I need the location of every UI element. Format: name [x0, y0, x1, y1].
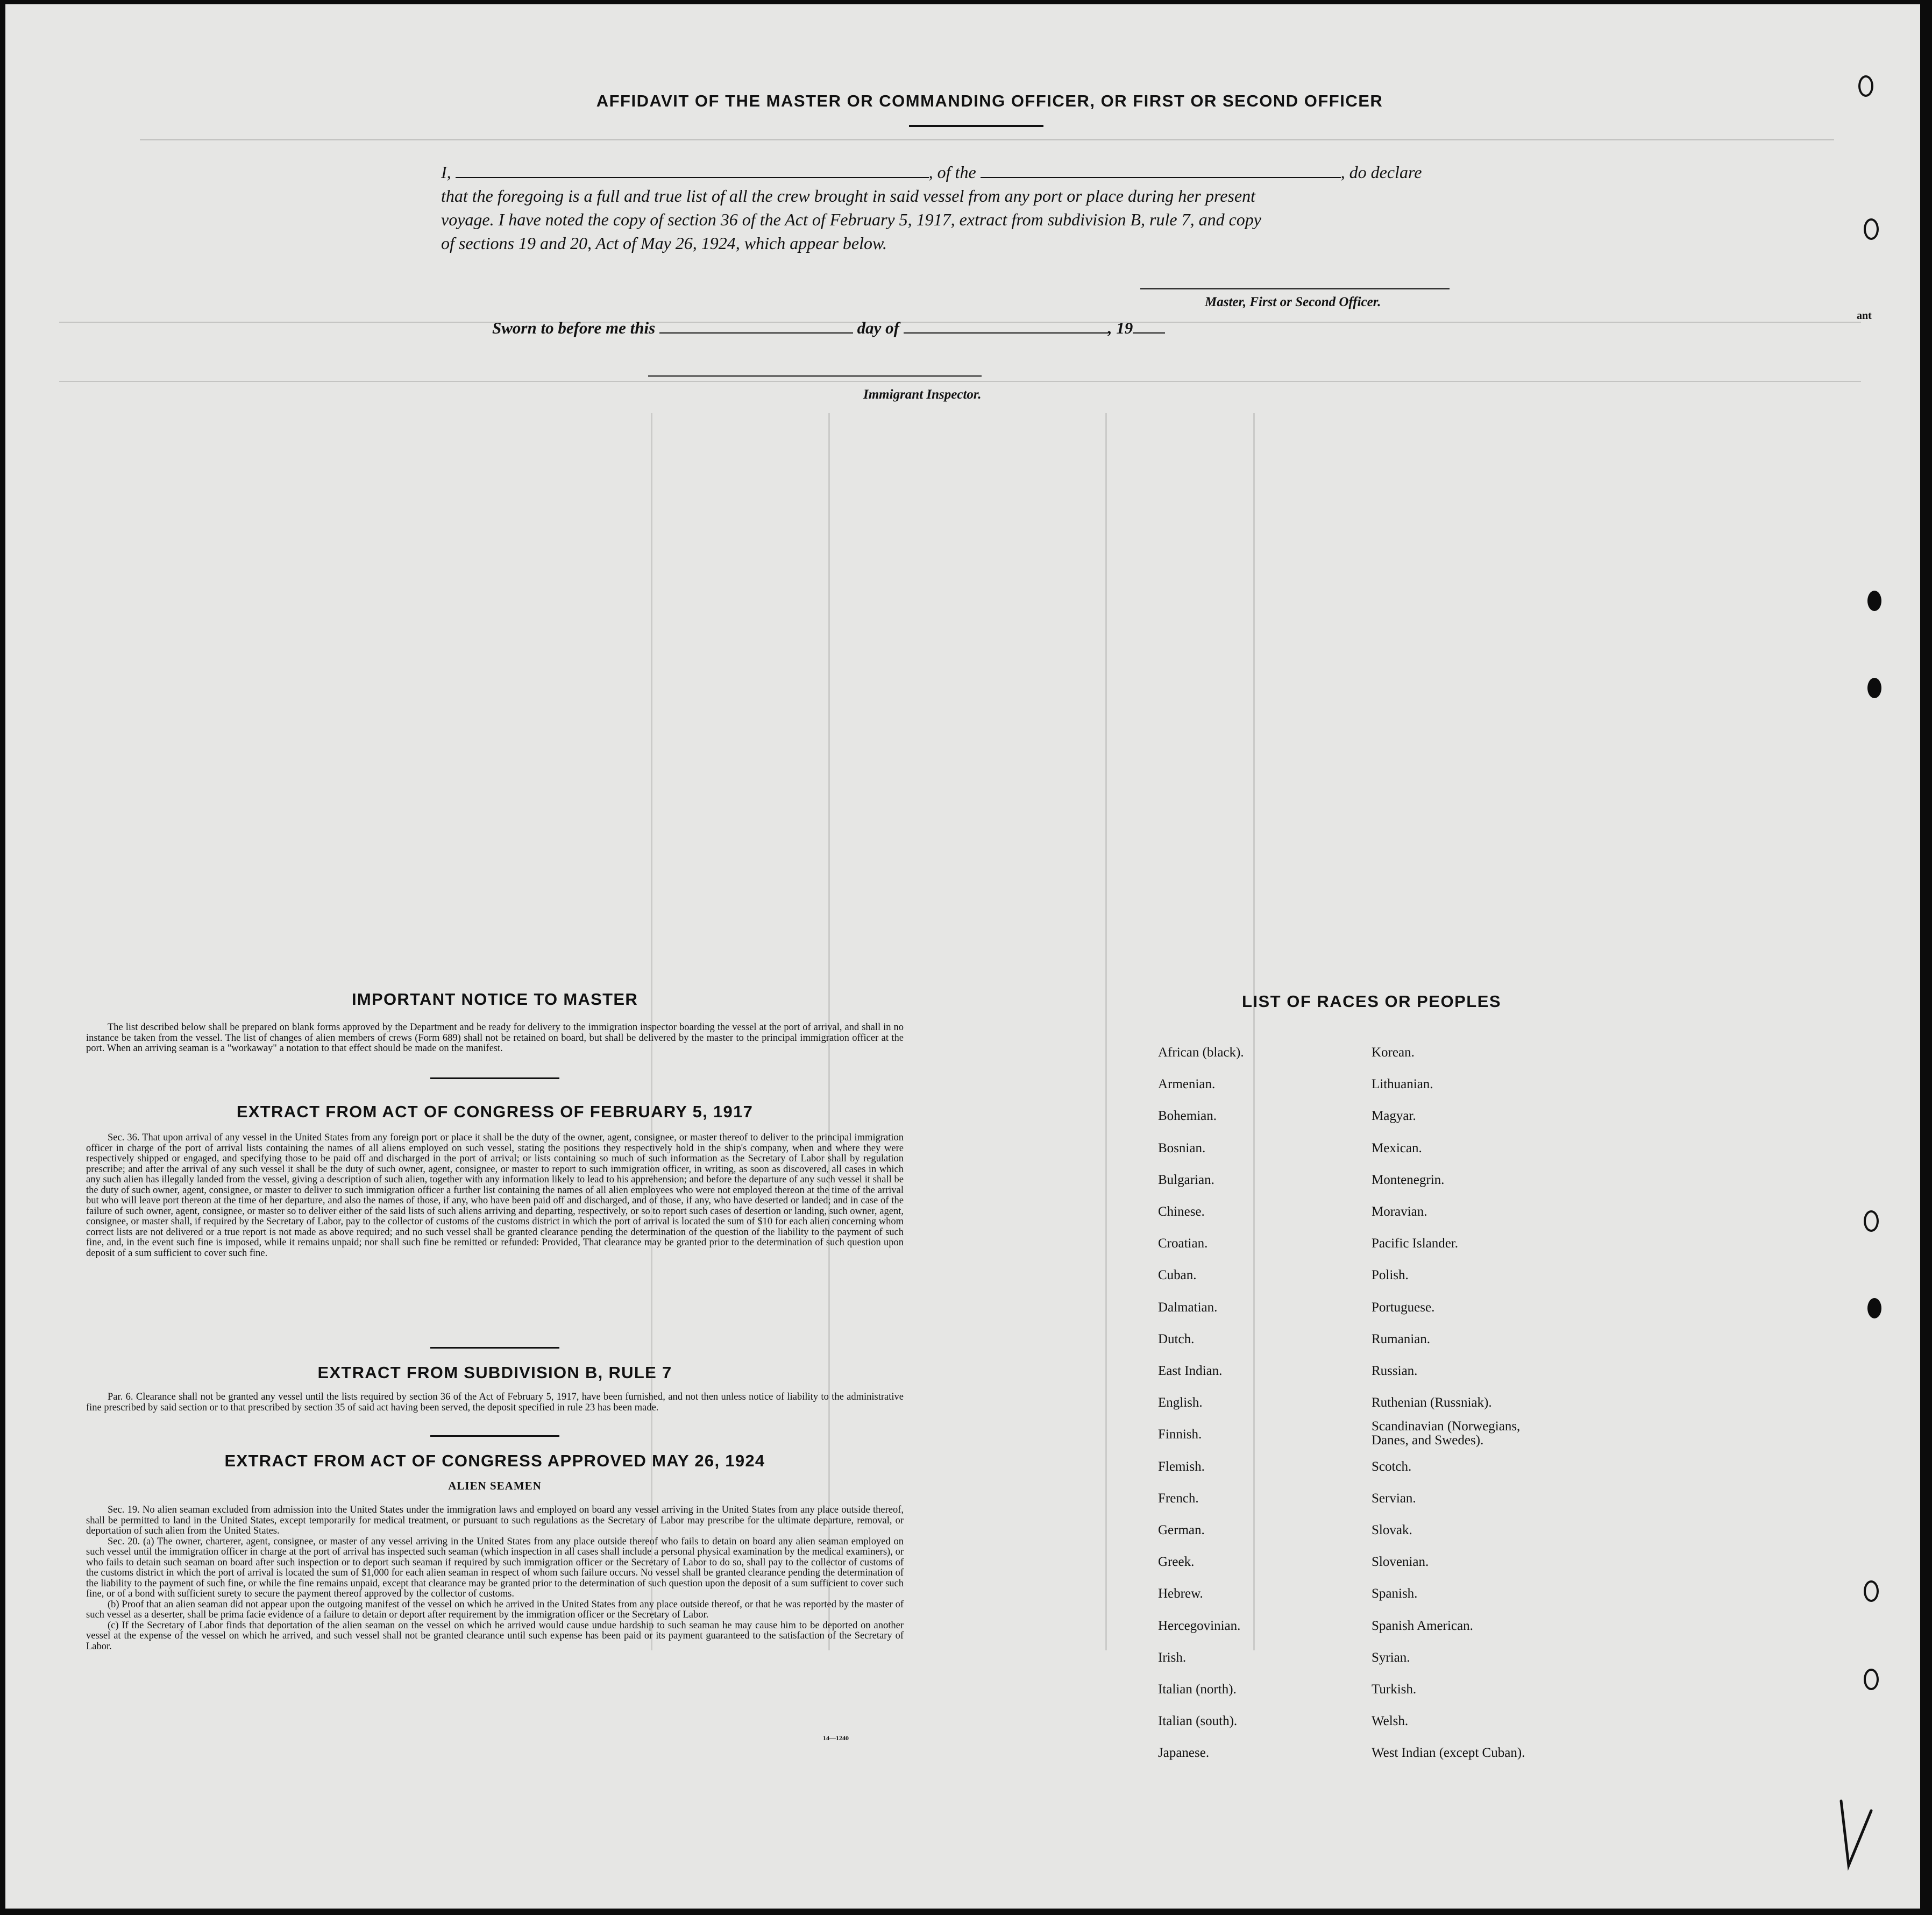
- notice-title: IMPORTANT NOTICE TO MASTER: [351, 990, 638, 1009]
- punch-hole: [1864, 1669, 1879, 1690]
- race-list-item: Japanese.: [1158, 1746, 1210, 1761]
- race-list-item: Croatian.: [1158, 1236, 1208, 1251]
- sworn-day-blank: [659, 316, 853, 334]
- punch-hole: [1864, 1580, 1879, 1602]
- races-left-column: [1158, 1045, 1362, 1761]
- rule-7-text: Par. 6. Clearance shall not be granted any vessel until the lists required by section 36 of the Act of February 5, 1917, have been furnished, and not then unless notice of liability to the administrative fine prescribed by said section or to that prescribed by section 35 of said act having been served, the deposit specified in rule 23 has been made.: [86, 1392, 904, 1413]
- affidavit-of-the-label: , of the: [928, 162, 976, 182]
- race-list-item: English.: [1158, 1395, 1203, 1410]
- notice-text: The list described below shall be prepared on blank forms approved by the Department and be ready for delivery to the immigration inspector boarding the vessel at the port of arrival, and shall in no instance be taken from the vessel. The list of changes of alien members of crews (Form 689) shall not be retained on board, but shall be delivered by the master to the principal immigration officer at the port. When an arriving seaman is a "workaway" a notation to that effect should be made on the manifest.: [86, 1022, 904, 1054]
- race-list-item: Flemish.: [1158, 1459, 1205, 1474]
- race-list-item: Slovenian.: [1372, 1555, 1429, 1570]
- race-list-item: Portuguese.: [1372, 1300, 1435, 1315]
- extract-1924-text-block: [86, 1505, 904, 1652]
- master-signature-line: [1140, 288, 1450, 289]
- race-list-item: African (black).: [1158, 1045, 1244, 1060]
- race-list-item: Rumanian.: [1372, 1331, 1431, 1346]
- race-list-item: Bohemian.: [1158, 1109, 1217, 1124]
- race-list-item: Dutch.: [1158, 1331, 1195, 1346]
- race-list-item: Turkish.: [1372, 1682, 1417, 1697]
- race-list-item: Spanish American.: [1372, 1618, 1473, 1633]
- punch-hole: [1858, 75, 1873, 97]
- form-number: 14—1240: [823, 1734, 849, 1742]
- margin-mark: ant: [1857, 310, 1872, 322]
- section-20b-text: (b) Proof that an alien seaman did not appear upon the outgoing manifest of the vessel on which he arrived in the United States from any place outside thereof, or that he was reported by the master of such vessel as a deserter, shall be prima facie evidence of a failure to detain or deport after requirement by the immigration officer or the Secretary of Labor.: [86, 1599, 904, 1620]
- year-prefix-label: , 19: [1107, 318, 1133, 337]
- race-list-item: Italian (south).: [1158, 1714, 1238, 1729]
- race-list-item: Armenian.: [1158, 1077, 1216, 1092]
- race-list-item: Syrian.: [1372, 1650, 1410, 1665]
- sworn-label: Sworn to before me this: [492, 318, 656, 337]
- master-signature-label: Master, First or Second Officer.: [1205, 295, 1381, 309]
- race-list-item: Montenegrin.: [1372, 1172, 1445, 1187]
- race-list-item: West Indian (except Cuban).: [1372, 1746, 1525, 1761]
- race-list-item: Mexican.: [1372, 1140, 1422, 1155]
- race-list-item: Hercegovinian.: [1158, 1618, 1241, 1633]
- day-of-label: day of: [857, 318, 899, 337]
- race-list-item: Pacific Islander.: [1372, 1236, 1459, 1251]
- race-list-item: Italian (north).: [1158, 1682, 1237, 1697]
- title-underline: [909, 125, 1043, 127]
- affidavit-title: AFFIDAVIT OF THE MASTER OR COMMANDING OFFICER, OR FIRST OR SECOND OFFICER: [596, 91, 1383, 110]
- race-list-item: Ruthenian (Russniak).: [1372, 1395, 1492, 1410]
- race-list-item: Hebrew.: [1158, 1586, 1203, 1601]
- affidavit-line-1: [441, 160, 1495, 184]
- race-list-item: Russian.: [1372, 1364, 1418, 1378]
- race-list-item: Bulgarian.: [1158, 1172, 1214, 1187]
- extract-1924-title: EXTRACT FROM ACT OF CONGRESS APPROVED MAY 26, 1924: [224, 1451, 765, 1470]
- sworn-year-blank: [1133, 316, 1165, 334]
- section-divider: [430, 1347, 559, 1349]
- race-list-item: Lithuanian.: [1372, 1077, 1433, 1092]
- vessel-blank: [981, 161, 1341, 178]
- race-list-item: Finnish.: [1158, 1427, 1202, 1442]
- affidavit-statement: [441, 160, 1495, 255]
- rule-7-text-block: [86, 1392, 904, 1413]
- inspector-signature-label: Immigrant Inspector.: [863, 387, 982, 402]
- section-20a-text: Sec. 20. (a) The owner, charterer, agent, consignee, or master of any vessel arriving in the United States from any place outside thereof who fails to detain on board any alien seaman employed on such vessel until the immigration officer in charge at the port of arrival has inspected such seaman (which inspection in all cases shall include a personal physical examination by the medical examiners), or who fails to detain such seaman on board after such inspection or to deport such seaman if required by such immigration officer or the Secretary of Labor to do so, shall pay to the collector of customs of the customs district in which the port of arrival is located the sum of $1,000 for each alien seaman in respect of whom such failure occurs. No vessel shall be granted clearance pending the determination of the liability to the payment of such fine, or while the fine remains unpaid, except that clearance may be granted prior to the determination of such question upon the deposit of a sum sufficient to cover such fine, or of a bond with sufficient surety to secure the payment thereof approved by the collector of customs.: [86, 1536, 904, 1599]
- race-list-item: Korean.: [1372, 1045, 1415, 1060]
- extract-1924-subtitle: ALIEN SEAMEN: [448, 1479, 542, 1492]
- extract-1917-text: Sec. 36. That upon arrival of any vessel in the United States from any foreign port or place it shall be the duty of the owner, agent, consignee, or master thereof to deliver to the principal immigration officer in charge of the port of arrival lists containing the names of all aliens employed on such vessel, stating the positions they respectively hold in the ship's company, when and where they were respectively shipped or engaged, and specifying those to be paid off and discharged in the port of arrival; or lists containing so much of such information as the Secretary of Labor shall by regulation prescribe; and after the arrival of any such vessel it shall be the duty of such owner, agent, consignee, or master to report to such immigration officer, in writing, as soon as discovered, all cases in which any such alien has illegally landed from the vessel, giving a description of such alien, together with any information likely to lead to his apprehension; and before the departure of any such vessel it shall be the duty of such owner, agent, consignee, or master to deliver to such immigration officer a further list containing the names of all alien employees who were not employed thereon at the time of the arrival but who will leave port thereon at the time of her departure, and also the names of those, if any, who have been paid off and discharged, and of those, if any, who have deserted or landed; and in case of the failure of such owner, agent, consignee, or master so to deliver either of the said lists of such aliens arriving and departing, respectively, or so to report such cases of desertion or landing, such owner, agent, consignee, or master shall, if required by the Secretary of Labor, pay to the collector of customs of the customs district in which the port of arrival is located the sum of $10 for each alien concerning whom correct lists are not delivered or a true report is not made as above required; and no such vessel shall be granted clearance pending the determination of the question of the liability to the payment of such fine, and, in the event such fine is imposed, while it remains unpaid; nor shall such fine be remitted or refunded: Provided, That clearance may be granted prior to the determination of such question upon deposit of a sum sufficient to cover such fine.: [86, 1132, 904, 1259]
- extract-1917-text-block: [86, 1133, 904, 1259]
- affidavit-line-4: of sections 19 and 20, Act of May 26, 1924, which appear below.: [441, 233, 887, 253]
- races-right-column: [1372, 1045, 1608, 1761]
- document-page: [5, 4, 1920, 1909]
- race-list-item: Spanish.: [1372, 1586, 1418, 1601]
- race-list-item: East Indian.: [1158, 1364, 1223, 1378]
- sworn-month-blank: [904, 316, 1108, 334]
- bleed-rule: [140, 139, 1834, 140]
- affidavit-line-3: voyage. I have noted the copy of section 36 of the Act of February 5, 1917, extract from subdivision B, rule 7, and copy: [441, 210, 1261, 229]
- extract-1917-title: EXTRACT FROM ACT OF CONGRESS OF FEBRUARY 5, 1917: [236, 1102, 754, 1121]
- race-list-item: Dalmatian.: [1158, 1300, 1218, 1315]
- sworn-statement: [492, 316, 1245, 340]
- punch-hole: [1864, 218, 1879, 240]
- race-list-item: Irish.: [1158, 1650, 1187, 1665]
- race-list-item: French.: [1158, 1491, 1199, 1506]
- affidavit-declare-label: , do declare: [1340, 162, 1422, 182]
- punch-hole: [1867, 678, 1881, 698]
- race-list-item: Chinese.: [1158, 1204, 1205, 1219]
- race-list-item: Scotch.: [1372, 1459, 1412, 1474]
- race-list-item: Bosnian.: [1158, 1140, 1206, 1155]
- affidavit-i-label: I,: [441, 162, 451, 182]
- check-mark-icon: [1837, 1796, 1880, 1882]
- race-list-item: Scandinavian (Norwegians, Danes, and Swedes).: [1372, 1419, 1521, 1448]
- races-title: LIST OF RACES OR PEOPLES: [1241, 992, 1502, 1011]
- bleed-rule: [59, 381, 1861, 382]
- section-19-text: Sec. 19. No alien seaman excluded from admission into the United States under the immigration laws and employed on board any vessel arriving in the United States from any place outside thereof, shall be permitted to land in the United States, except temporarily for medical treatment, or pursuant to such regulations as the Secretary of Labor may prescribe for the ultimate departure, removal, or deportation of such alien from the United States.: [86, 1505, 904, 1536]
- punch-hole: [1867, 591, 1881, 611]
- race-list-item: German.: [1158, 1523, 1205, 1537]
- affidavit-line-2: that the foregoing is a full and true list of all the crew brought in said vessel from any port or place during her present: [441, 186, 1255, 205]
- race-list-item: Greek.: [1158, 1555, 1195, 1570]
- bleed-column-line: [1105, 413, 1107, 1650]
- punch-hole: [1867, 1298, 1881, 1318]
- section-20c-text: (c) If the Secretary of Labor finds that deportation of the alien seaman on the vessel on which he arrived would cause undue hardship to such seaman he may cause him to be deported on another vessel at the expense of the vessel on which he arrived, and such vessel shall not be granted clearance until such expense has been paid or its payment guaranteed to the satisfaction of the Secretary of Labor.: [86, 1620, 904, 1652]
- race-list-item: Servian.: [1372, 1491, 1416, 1506]
- section-divider: [430, 1435, 559, 1437]
- race-list-item: Magyar.: [1372, 1109, 1416, 1124]
- inspector-signature-line: [648, 375, 982, 377]
- section-divider: [430, 1077, 559, 1079]
- rule-7-title: EXTRACT FROM SUBDIVISION B, RULE 7: [317, 1363, 672, 1382]
- race-list-item: Welsh.: [1372, 1714, 1409, 1729]
- race-list-item: Cuban.: [1158, 1268, 1197, 1283]
- punch-hole: [1864, 1210, 1879, 1232]
- notice-text-block: [86, 1023, 904, 1054]
- race-list-item: Slovak.: [1372, 1523, 1412, 1537]
- race-list-item: Polish.: [1372, 1268, 1409, 1283]
- name-blank: [456, 161, 929, 178]
- race-list-item: Moravian.: [1372, 1204, 1427, 1219]
